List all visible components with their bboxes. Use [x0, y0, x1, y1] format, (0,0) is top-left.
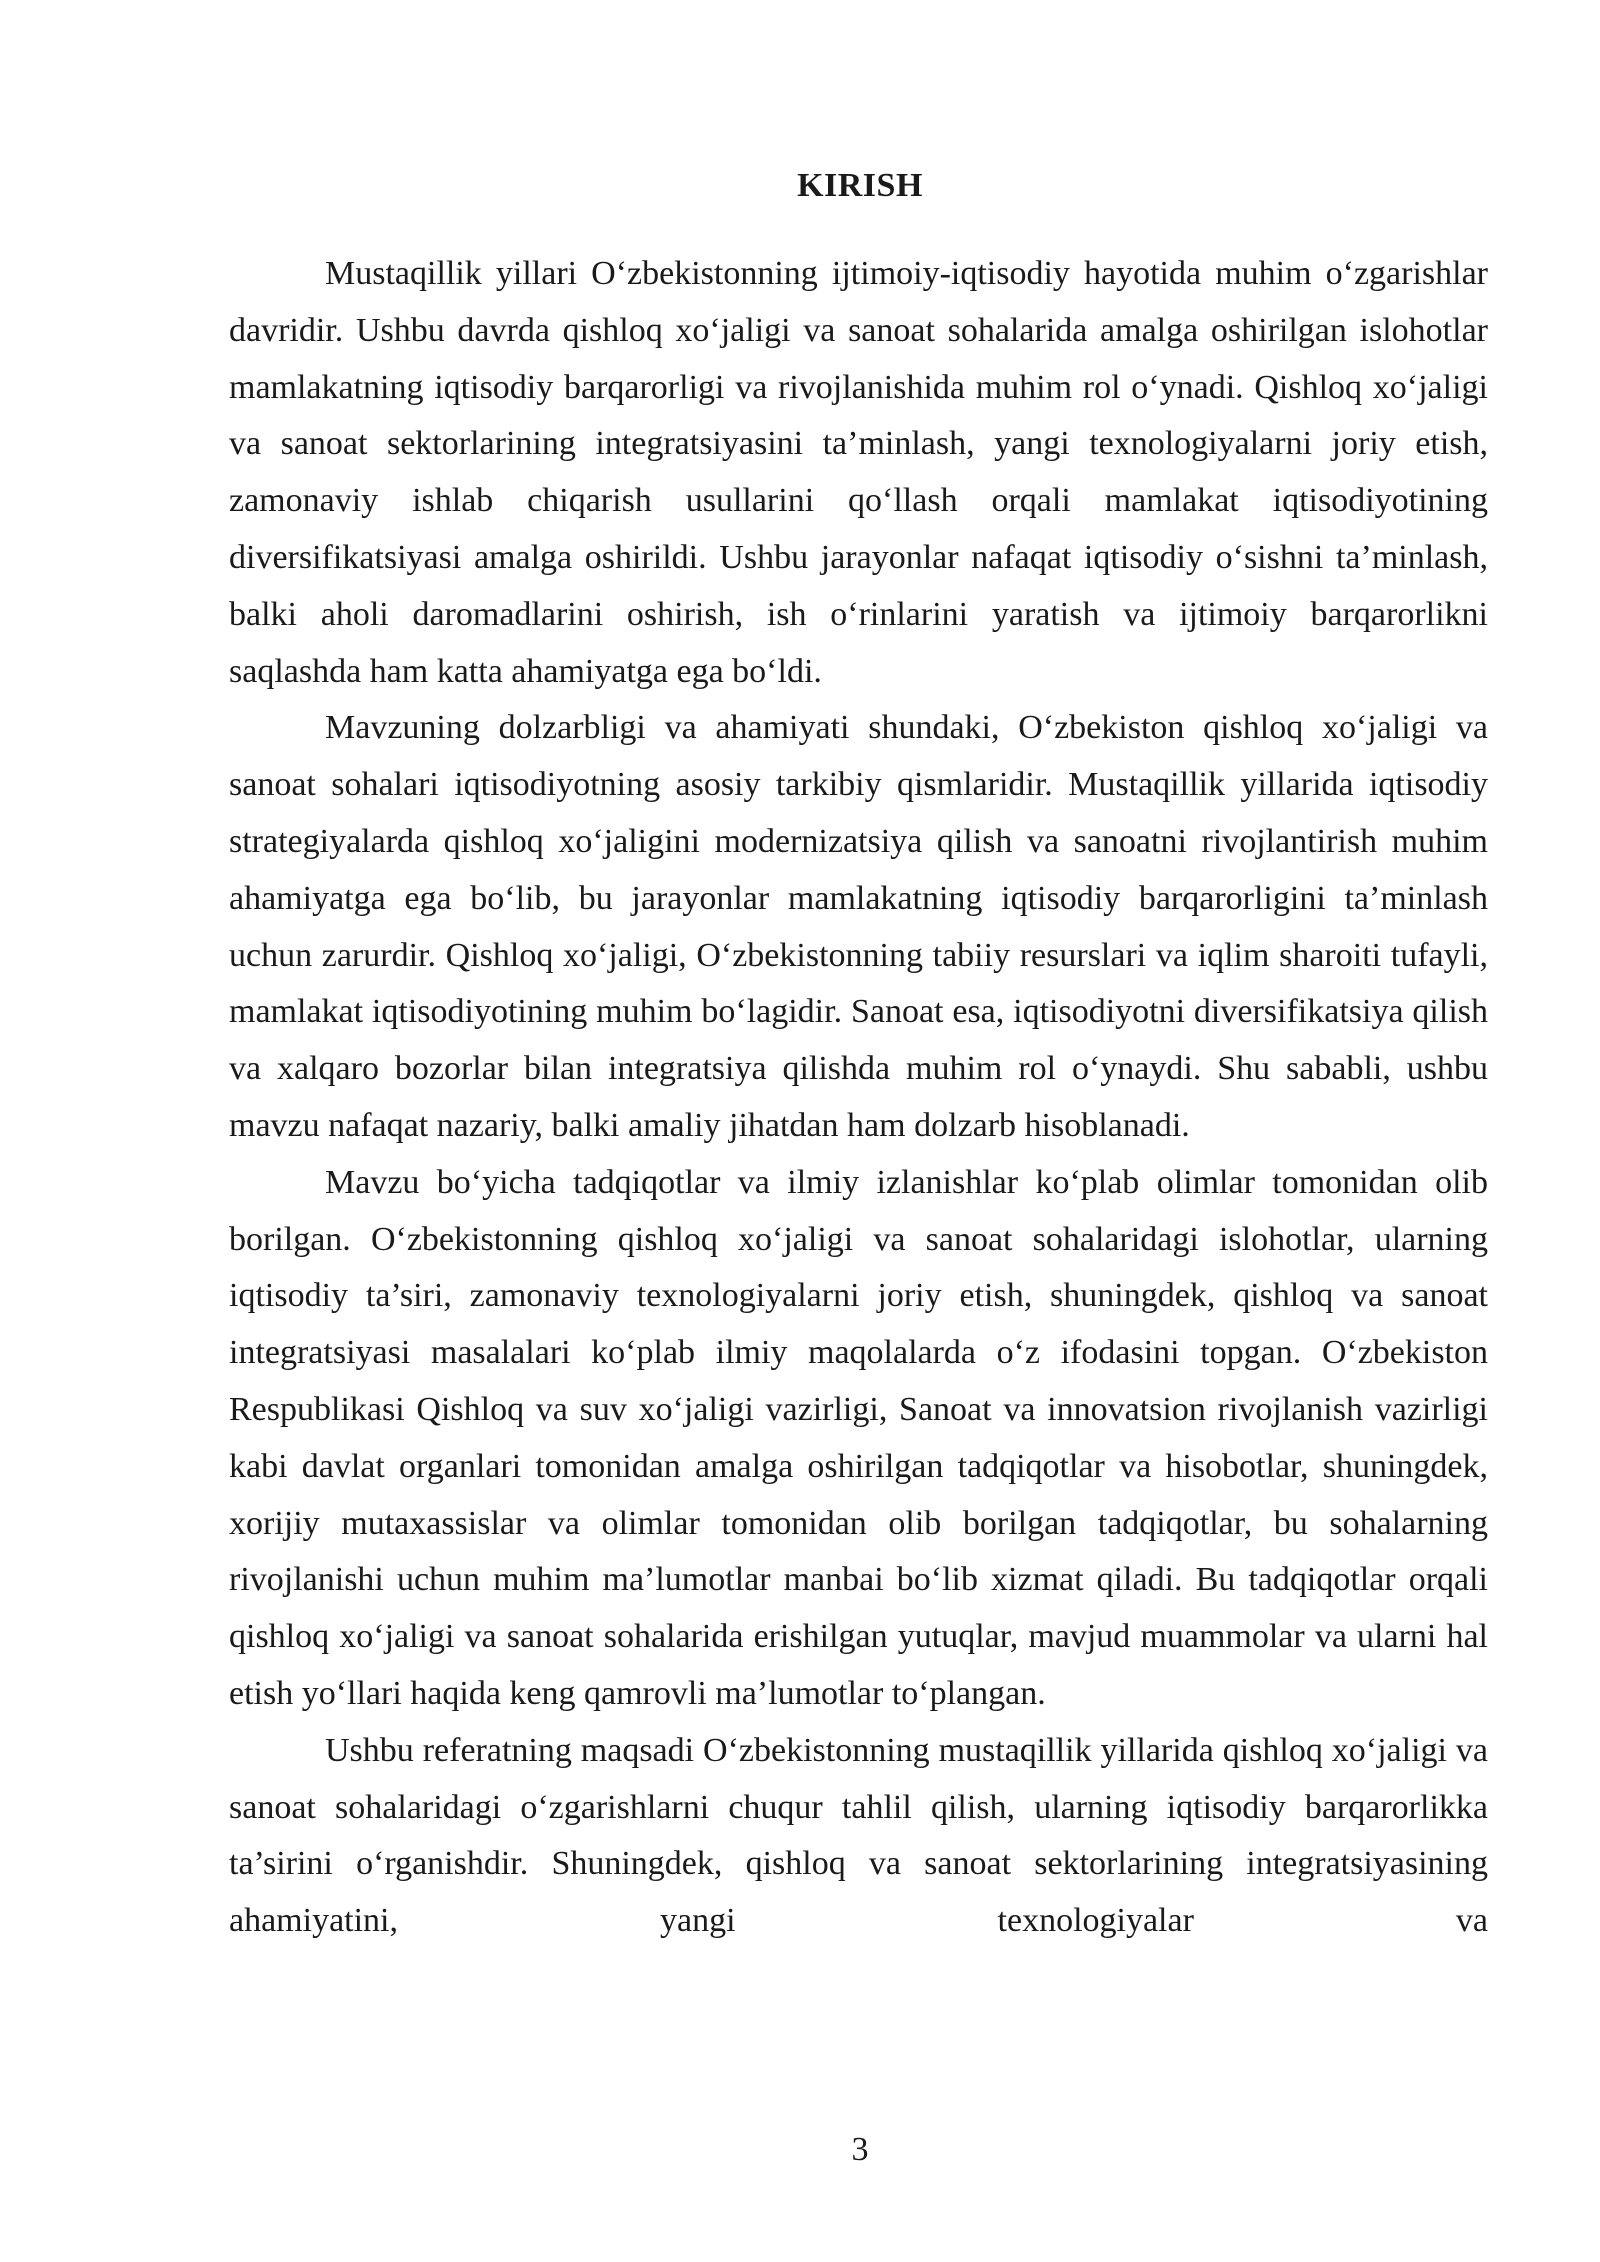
paragraph-relevance: Mavzuning dolzarbligi va ahamiyati shundaki, O‘zbekiston qishloq xo‘jaligi va sanoat sohalari iqtisodiyotning asosiy tarkibiy qismlaridir. Mustaqillik yillarida iqtisodiy strategiyalarda qishloq xo‘jaligini modernizatsiya qilish va sanoatni rivojlantirish muhim ahamiyatga ega bo‘lib, bu jarayonlar mamlakatning iqtisodiy barqarorligini ta’minlash uchun zarurdir. Qishloq xo‘jaligi, O‘zbekistonning tabiiy resurslari va iqlim sharoiti tufayli, mamlakat iqtisodiyotining muhim bo‘lagidir. Sanoat esa, iqtisodiyotni diversifikatsiya qilish va xalqaro bozorlar bilan integratsiya qilishda muhim rol o‘ynaydi. Shu sababli, ushbu mavzu nafaqat nazariy, balki amaliy jihatdan ham dolzarb hisoblanadi. — [229, 709, 1488, 1144]
paragraph-research: Mavzu bo‘yicha tadqiqotlar va ilmiy izlanishlar ko‘plab olimlar tomonidan olib borilgan. O‘zbekistonning qishloq xo‘jaligi va sanoat sohalaridagi islohotlar, ularning iqtisodiy ta’siri, zamonaviy texnologiyalarni joriy etish, shuningdek, qishloq va sanoat integratsiyasi masalalari ko‘plab ilmiy maqolalarda o‘z ifodasini topgan. O‘zbekiston Respublikasi Qishloq va suv xo‘jaligi vazirligi, Sanoat va innovatsion rivojlanish vazirligi kabi davlat organlari tomonidan amalga oshirilgan tadqiqotlar va hisobotlar, shuningdek, xorijiy mutaxassislar va olimlar tomonidan olib borilgan tadqiqotlar, bu sohalarning rivojlanishi uchun muhim ma’lumotlar manbai bo‘lib xizmat qiladi. Bu tadqiqotlar orqali qishloq xo‘jaligi va sanoat sohalarida erishilgan yutuqlar, mavjud muammolar va ularni hal etish yo‘llari haqida keng qamrovli ma’lumotlar to‘plangan. — [229, 1163, 1488, 1712]
paragraph-purpose: Ushbu referatning maqsadi O‘zbekistonning mustaqillik yillarida qishloq xo‘jaligi va sanoat sohalaridagi o‘zgarishlarni chuqur tahlil qilish, ularning iqtisodiy barqarorlikka ta’sirini o‘rganishdir. Shuningdek, qishloq va sanoat sektorlarining integratsiyasining ahamiyatini, yangi texnologiyalar va — [229, 1731, 1488, 1940]
paragraph-intro: Mustaqillik yillari O‘zbekistonning ijtimoiy-iqtisodiy hayotida muhim o‘zgarishlar davridir. Ushbu davrda qishloq xo‘jaligi va sanoat sohalarida amalga oshirilgan islohotlar mamlakatning iqtisodiy barqarorligi va rivojlanishida muhim rol o‘ynadi. Qishloq xo‘jaligi va sanoat sektorlarining integratsiyasini ta’minlash, yangi texnologiyalarni joriy etish, zamonaviy ishlab chiqarish usullarini qo‘llash orqali mamlakat iqtisodiyotining diversifikatsiyasi amalga oshirildi. Ushbu jarayonlar nafaqat iqtisodiy o‘sishni ta’minlash, balki aholi daromadlarini oshirish, ish o‘rinlarini yaratish va ijtimoiy barqarorlikni saqlashda ham katta ahamiyatga ega bo‘ldi. — [229, 255, 1488, 690]
body-text — [229, 246, 1488, 1950]
section-heading: KIRISH — [797, 167, 923, 204]
page-number: 3 — [851, 2131, 869, 2168]
